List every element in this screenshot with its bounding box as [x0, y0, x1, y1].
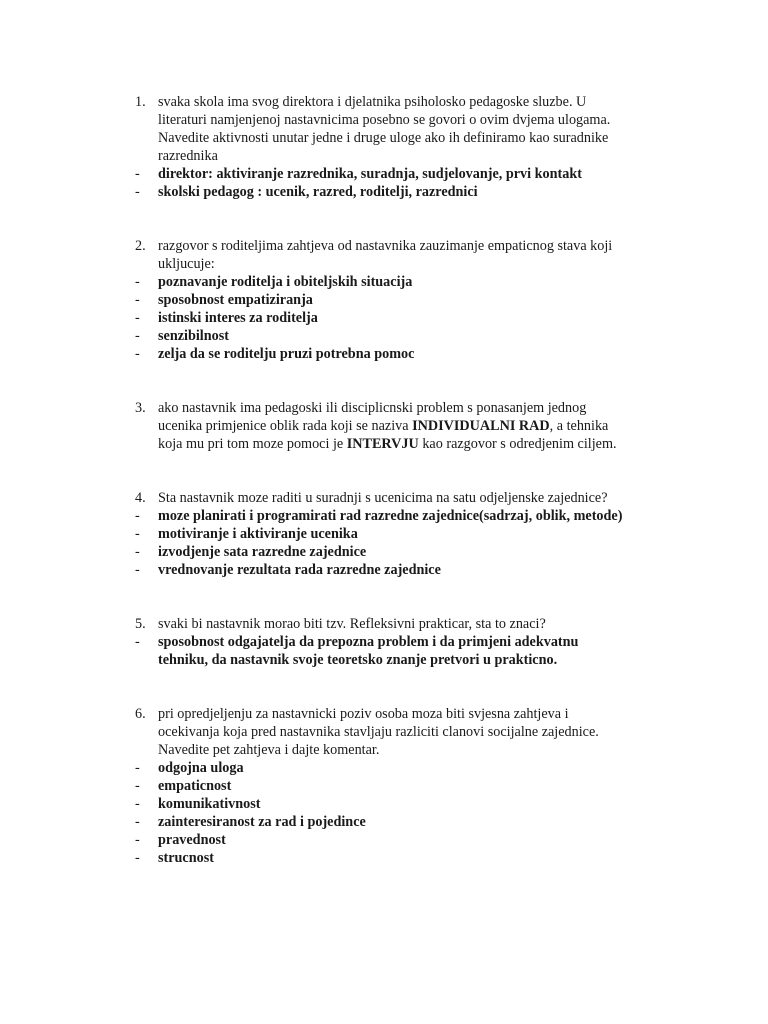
answer-item [0, 831, 768, 849]
answer-text: motiviranje i aktiviranje ucenika [158, 526, 358, 542]
question-text: razrednika [158, 148, 218, 164]
question-number: 5. [135, 616, 146, 632]
answer-item [0, 849, 768, 867]
question-2 [0, 237, 768, 363]
answer-item [0, 777, 768, 795]
answer-text: sposobnost empatiziranja [158, 292, 313, 308]
question-text: ocekivanja koja pred nastavnika stavljaju razliciti clanovi socijalne zajednice. [158, 724, 599, 740]
bullet-dash: - [135, 508, 140, 524]
question-text: svaka skola ima svog direktora i djelatnika psiholosko pedagoske sluzbe. U [158, 94, 587, 110]
answer-text: tehniku, da nastavnik svoje teoretsko znanje pretvori u prakticno. [158, 652, 558, 668]
question-5 [0, 615, 768, 669]
question-line [0, 723, 768, 741]
question-text [158, 435, 617, 453]
question-line [0, 615, 768, 633]
question-line [0, 255, 768, 273]
question-number: 1. [135, 94, 146, 110]
bullet-dash: - [135, 166, 140, 182]
answer-item [0, 759, 768, 777]
answer-item [0, 507, 768, 525]
answer-text: zainteresiranost za rad i pojedince [158, 814, 366, 830]
question-line [0, 147, 768, 165]
question-text [158, 417, 608, 435]
question-4 [0, 489, 768, 579]
question-line [0, 705, 768, 723]
bullet-dash: - [135, 814, 140, 830]
question-text: Navedite pet zahtjeva i dajte komentar. [158, 742, 380, 758]
answer-text: direktor: aktiviranje razrednika, suradnja, sudjelovanje, prvi kontakt [158, 166, 582, 182]
question-text: pri opredjeljenju za nastavnicki poziv osoba moza biti svjesna zahtjeva i [158, 706, 569, 722]
question-line [0, 489, 768, 507]
answer-item [0, 273, 768, 291]
bullet-dash: - [135, 328, 140, 344]
question-line [0, 129, 768, 147]
answer-item [0, 651, 768, 669]
question-text: Navedite aktivnosti unutar jedne i druge uloge ako ih definiramo kao suradnike [158, 130, 609, 146]
question-line [0, 435, 768, 453]
bullet-dash: - [135, 796, 140, 812]
answer-item [0, 327, 768, 345]
question-line [0, 93, 768, 111]
question-text: svaki bi nastavnik morao biti tzv. Refleksivni prakticar, sta to znaci? [158, 616, 546, 632]
answer-item [0, 309, 768, 327]
emphasis-term: INDIVIDUALNI RAD [412, 418, 550, 434]
answer-item [0, 165, 768, 183]
bullet-dash: - [135, 292, 140, 308]
text-run: ucenika primjenice oblik rada koji se naziva [158, 418, 413, 434]
answer-text: zelja da se roditelju pruzi potrebna pomoc [158, 346, 415, 362]
answer-item [0, 561, 768, 579]
answer-item [0, 633, 768, 651]
answer-text: pravednost [158, 832, 226, 848]
answer-text: odgojna uloga [158, 760, 244, 776]
question-text: ukljucuje: [158, 256, 215, 272]
answer-item [0, 183, 768, 201]
bullet-dash: - [135, 184, 140, 200]
answer-item [0, 813, 768, 831]
emphasis-term: INTERVJU [346, 436, 419, 452]
answer-text: strucnost [158, 850, 214, 866]
question-line [0, 111, 768, 129]
answer-text: izvodjenje sata razredne zajednice [158, 544, 367, 560]
bullet-dash: - [135, 832, 140, 848]
answer-item [0, 345, 768, 363]
bullet-dash: - [135, 562, 140, 578]
answer-text: vrednovanje rezultata rada razredne zajednice [158, 562, 441, 578]
answer-item [0, 543, 768, 561]
question-number: 2. [135, 238, 146, 254]
answer-text: istinski interes za roditelja [158, 310, 318, 326]
answer-text: moze planirati i programirati rad razredne zajednice(sadrzaj, oblik, metode) [158, 508, 623, 524]
bullet-dash: - [135, 544, 140, 560]
bullet-dash: - [135, 634, 140, 650]
answer-item [0, 795, 768, 813]
question-6 [0, 705, 768, 867]
bullet-dash: - [135, 778, 140, 794]
question-number: 6. [135, 706, 146, 722]
question-line [0, 237, 768, 255]
answer-text: skolski pedagog : ucenik, razred, roditelji, razrednici [158, 184, 478, 200]
bullet-dash: - [135, 310, 140, 326]
bullet-dash: - [135, 760, 140, 776]
text-run: koja mu pri tom moze pomoci je [158, 436, 347, 452]
question-3 [0, 399, 768, 453]
question-line [0, 417, 768, 435]
bullet-dash: - [135, 526, 140, 542]
answer-text: empaticnost [158, 778, 232, 794]
question-text: razgovor s roditeljima zahtjeva od nastavnika zauzimanje empaticnog stava koji [158, 238, 613, 254]
answer-item [0, 291, 768, 309]
bullet-dash: - [135, 850, 140, 866]
answer-text: komunikativnost [158, 796, 261, 812]
question-line [0, 399, 768, 417]
text-run: kao razgovor s odredjenim ciljem. [418, 436, 617, 452]
question-text: ako nastavnik ima pedagoski ili disciplicnski problem s ponasanjem jednog [158, 400, 587, 416]
bullet-dash: - [135, 274, 140, 290]
question-text: Sta nastavnik moze raditi u suradnji s ucenicima na satu odjeljenske zajednice? [158, 490, 608, 506]
question-1 [0, 93, 768, 201]
question-line [0, 741, 768, 759]
answer-item [0, 525, 768, 543]
question-number: 4. [135, 490, 146, 506]
answer-text: sposobnost odgajatelja da prepozna problem i da primjeni adekvatnu [158, 634, 579, 650]
bullet-dash: - [135, 346, 140, 362]
question-number: 3. [135, 400, 146, 416]
answer-text: senzibilnost [158, 328, 229, 344]
text-run: , a tehnika [549, 418, 609, 434]
answer-text: poznavanje roditelja i obiteljskih situacija [158, 274, 413, 290]
question-text: literaturi namjenjenoj nastavnicima posebno se govori o ovim dvjema ulogama. [158, 112, 611, 128]
